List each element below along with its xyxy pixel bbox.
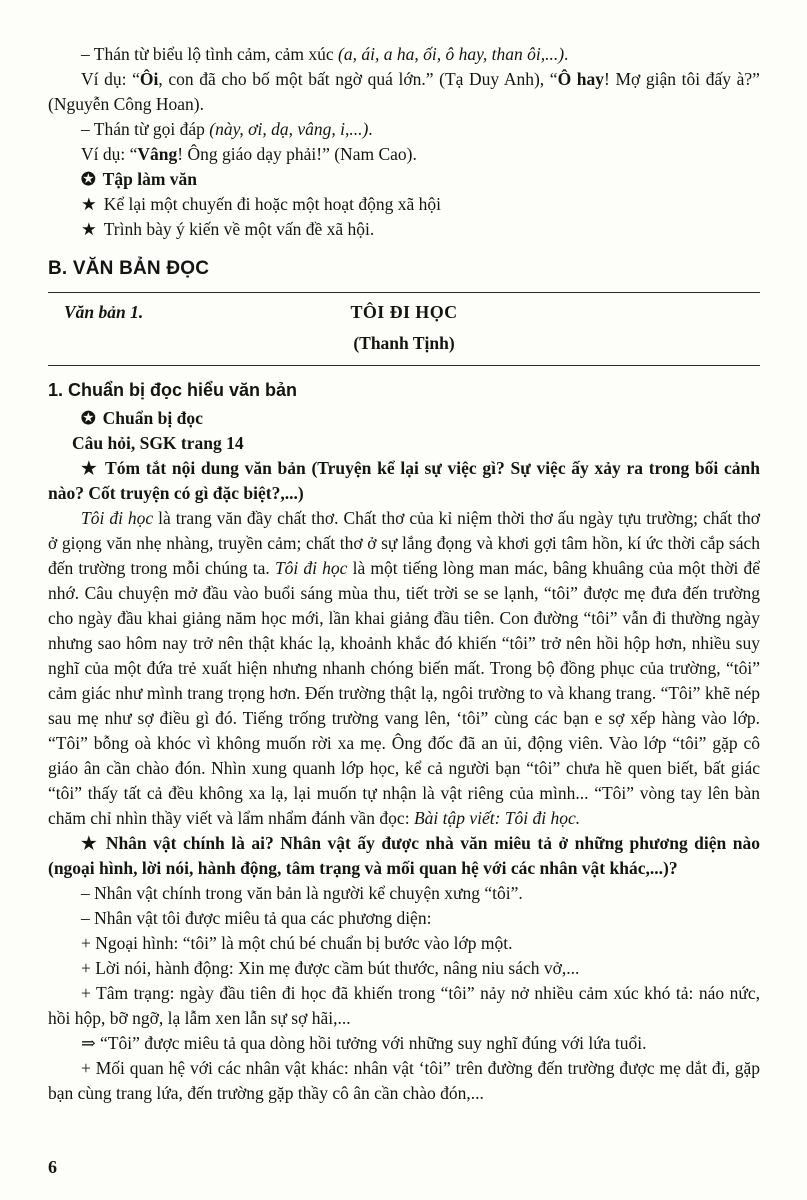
paragraph-vi-du-2: Ví dụ: “Vâng! Ông giáo dạy phải!” (Nam Cao). — [81, 144, 417, 164]
tap-lam-van-label: Tập làm văn — [102, 169, 197, 189]
page-number: 6 — [48, 1157, 57, 1177]
answer-item: – Nhân vật tôi được miêu tả qua các phương diện: — [81, 908, 432, 928]
star-icon: ★ — [81, 458, 99, 478]
chuan-bi-doc-heading — [48, 406, 760, 431]
answer-item: + Lời nói, hành động: Xin mẹ được cầm bút thước, nâng niu sách vở,... — [81, 958, 580, 978]
question-text: Nhân vật chính là ai? Nhân vật ấy được nhà văn miêu tả ở những phương diện nào (ngoại hình, lời nói, hành động, tâm trạng và mối quan hệ với các nhân vật khác,...)? — [48, 833, 760, 878]
answer-item: + Ngoại hình: “tôi” là một chú bé chuẩn bị bước vào lớp một. — [81, 933, 513, 953]
section-b-heading: B. VĂN BẢN ĐỌC — [48, 258, 210, 279]
paragraph-vi-du-1: Ví dụ: “Ôi, con đã cho bố một bất ngờ quá lớn.” (Tạ Duy Anh), “Ô hay! Mợ giận tôi đấy à?” (Nguyễn Công Hoan). — [48, 69, 760, 114]
section-1-heading: 1. Chuẩn bị đọc hiểu văn bản — [48, 380, 298, 400]
star-icon: ★ — [81, 194, 97, 214]
van-ban-title: TÔI ĐI HỌC — [350, 302, 458, 322]
answer-item: ⇒ “Tôi” được miêu tả qua dòng hồi tưởng với những suy nghĩ đúng với lứa tuổi. — [81, 1033, 647, 1053]
cau-hoi-heading: Câu hỏi, SGK trang 14 — [72, 433, 244, 453]
circled-star-icon: ✪ — [81, 169, 96, 189]
item-text: Trình bày ý kiến về một vấn đề xã hội. — [103, 219, 375, 239]
paragraph-than-tu-cam-xuc: – Thán từ biểu lộ tình cảm, cảm xúc (a, ái, a ha, ối, ô hay, than ôi,...). — [81, 44, 569, 64]
tap-lam-van-item — [48, 192, 760, 217]
tap-lam-van-heading — [48, 167, 760, 192]
answer-item: + Mối quan hệ với các nhân vật khác: nhân vật ‘tôi” trên đường đến trường được mẹ dắt đi, gặp bạn cùng trang lứa, đến trường gặp thầy cô ân cần chào đón,... — [48, 1058, 760, 1103]
star-icon: ★ — [81, 833, 99, 853]
circled-star-icon: ✪ — [81, 408, 96, 428]
question-1 — [48, 456, 760, 506]
van-ban-author: (Thanh Tịnh) — [353, 333, 455, 353]
answer-item: + Tâm trạng: ngày đầu tiên đi học đã khiến trong “tôi” nảy nở nhiều cảm xúc khó tả: náo nức, hồi hộp, bỡ ngỡ, lạ lẫm xen lẫn sự sợ hãi,... — [48, 983, 760, 1028]
summary-paragraph: Tôi đi học là trang văn đầy chất thơ. Chất thơ của kỉ niệm thời thơ ấu ngày tựu trường; chất thơ ở giọng văn nhẹ nhàng, truyền cảm; chất thơ ở sự lắng đọng và khơi gợi tâm hồn, kí ức thời cắp sách đến trường trong mỗi chúng ta. Tôi đi học là một tiếng lòng man mác, bâng khuâng của một thời để nhớ. Câu chuyện mở đầu vào buổi sáng mùa thu, tiết trời se se lạnh, “tôi” được mẹ đưa đến trường cho ngày đầu khai giảng năm học mới, lần khai giảng đầu tiên. Con đường “tôi” vẫn đi thường ngày nhưng sao hôm nay trở nên thật khác lạ, khoảnh khắc đó khiến “tôi” trở nên hồi hộp hơn, nhiều suy nghĩ của một đứa trẻ xuất hiện nhưng nhanh chóng biến mất. Trong bộ đồng phục của trường, “tôi” cảm giác như mình trang trọng hơn. Đến trường thật lạ, ngôi trường to và khang trang. “Tôi” khẽ nép sau mẹ như sợ điều gì đó. Tiếng trống trường vang lên, ‘tôi” cùng các bạn e sợ xếp hàng vào lớp. “Tôi” bỗng oà khóc vì không muốn rời xa mẹ. Ông đốc đã an ủi, động viên. Vào lớp “tôi” gặp cô giáo ân cần chào đón. Nhìn xung quanh lớp học, kể cả người bạn “tôi” chưa hề quen biết, bất giác “tôi” thấy tất cả đều không xa lạ, lại muốn tự nhận là vật riêng của mình... “Tôi” vòng tay lên bàn chăm chỉ nhìn thầy viết và lẩm nhẩm đánh vần đọc: Bài tập viết: Tôi đi học. — [48, 508, 760, 828]
van-ban-title-row — [48, 300, 760, 325]
van-ban-label: Văn bản 1. — [64, 302, 144, 322]
answer-item: – Nhân vật chính trong văn bản là người kể chuyện xưng “tôi”. — [81, 883, 523, 903]
question-2 — [48, 831, 760, 881]
paragraph-than-tu-goi-dap: – Thán từ gọi đáp (này, ơi, dạ, vâng, i,...). — [81, 119, 373, 139]
star-icon: ★ — [81, 219, 97, 239]
chuan-bi-doc-label: Chuẩn bị đọc — [102, 408, 203, 428]
item-text: Kể lại một chuyến đi hoặc một hoạt động xã hội — [103, 194, 441, 214]
question-text: Tóm tắt nội dung văn bản (Truyện kể lại sự việc gì? Sự việc ấy xảy ra trong bối cảnh nào? Cốt truyện có gì đặc biệt?,...) — [48, 458, 760, 503]
van-ban-header — [48, 292, 760, 366]
tap-lam-van-item — [48, 217, 760, 242]
